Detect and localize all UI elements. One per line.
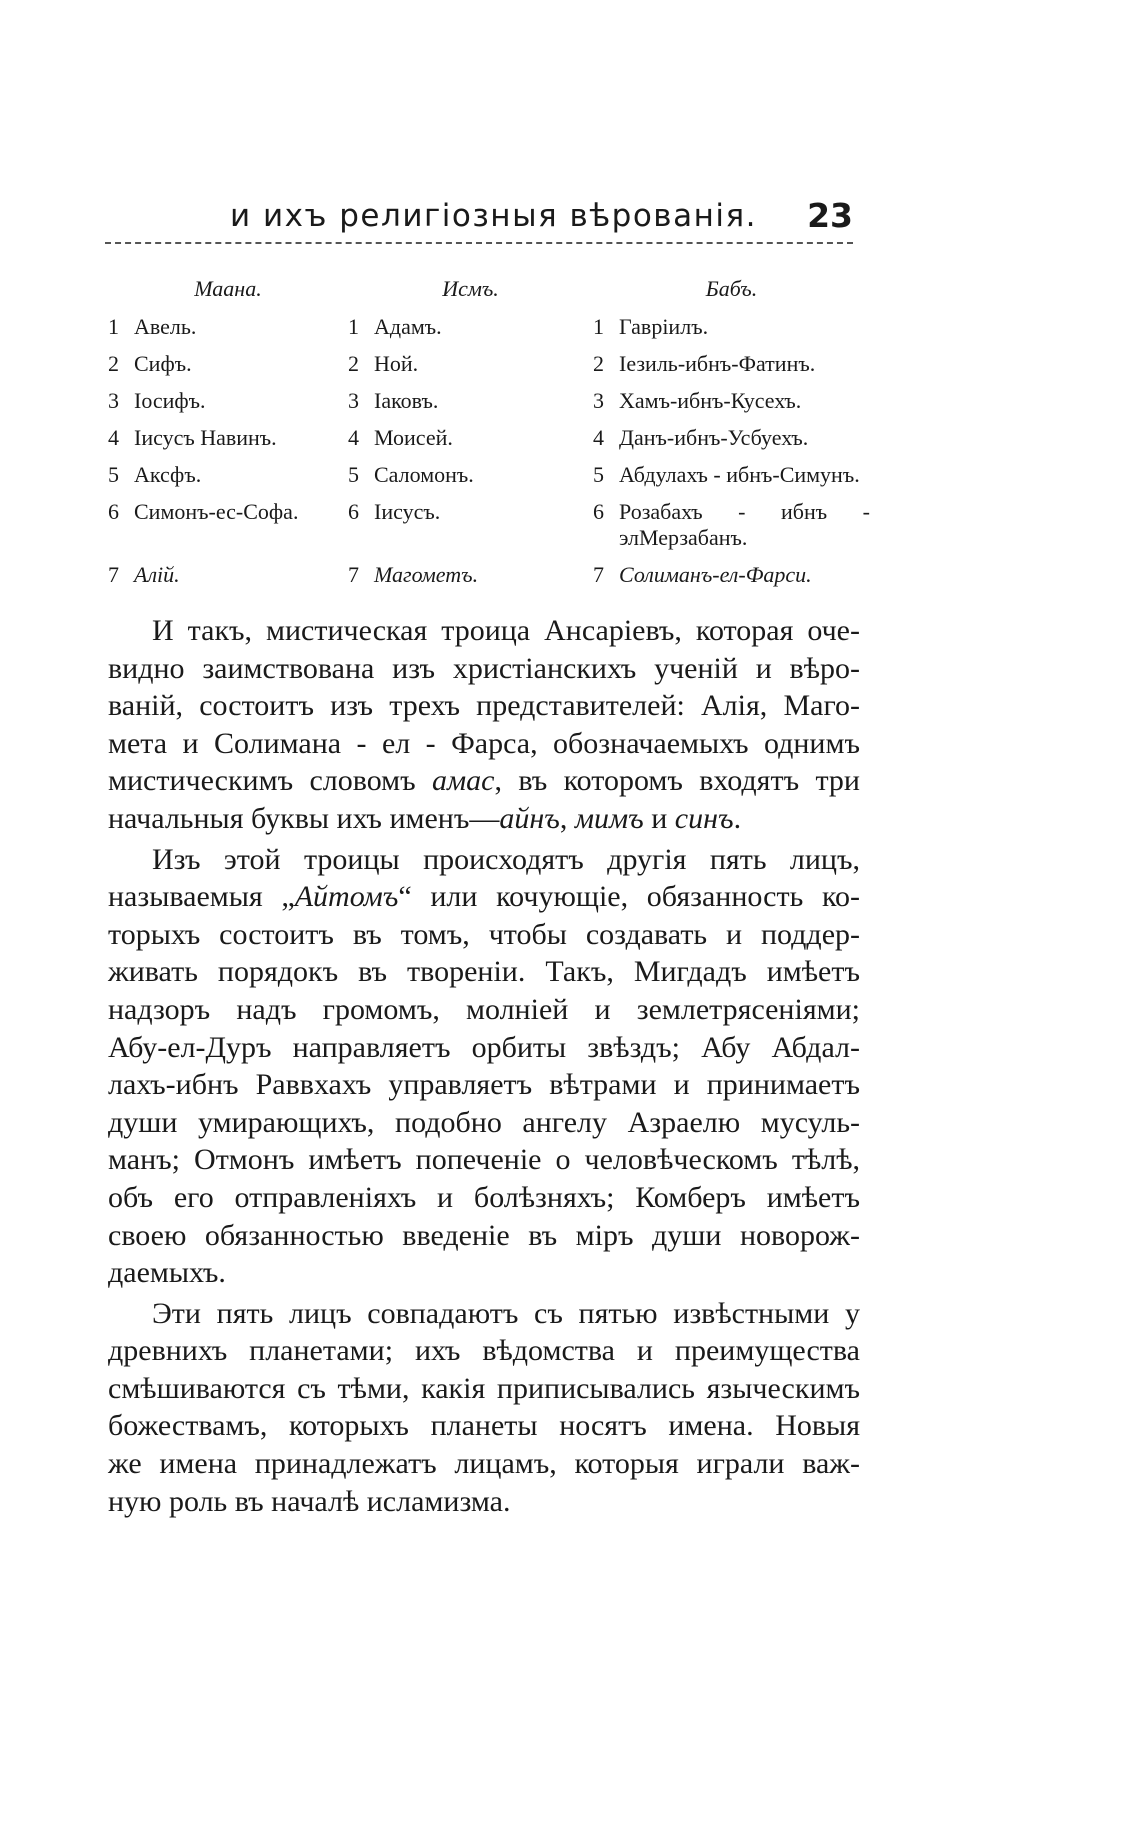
body-text (108, 612, 860, 1520)
text-line: надзоръ надъ громомъ, молніей и землетрясеніями; (108, 992, 860, 1026)
bab-name: Солиманъ-ел-Фарси. (619, 562, 812, 587)
text-line: Изъ этой троицы происходятъ другія пять лицъ, (152, 842, 860, 876)
maana-name: Авель. (134, 314, 197, 339)
text-line: мета и Солимана - ел - Фарса, обозначаемыхъ однимъ (108, 726, 860, 760)
row-number: 3 (108, 388, 119, 413)
table-row (108, 314, 870, 351)
table-header-row (108, 276, 870, 314)
text-line: даемыхъ. (108, 1256, 226, 1290)
maana-name: Іосифъ. (134, 388, 206, 413)
ism-name: Адамъ. (374, 314, 442, 339)
text-line: своею обязанностью введеніе въ міръ души новорож- (108, 1218, 860, 1252)
running-title: и ихъ религіозныя вѣрованія. (230, 198, 757, 234)
text-line: живать порядокъ въ твореніи. Такъ, Мигдадъ имѣетъ (108, 955, 860, 989)
row-number: 7 (593, 562, 604, 587)
row-number: 4 (348, 425, 359, 450)
text-line: мистическимъ словомъ амас, въ которомъ входятъ три (108, 764, 860, 798)
table-row (108, 462, 870, 499)
text-line: торыхъ состоитъ въ томъ, чтобы создавать и поддер- (108, 917, 860, 951)
text-line: же имена принадлежатъ лицамъ, которыя играли важ- (108, 1447, 860, 1481)
ism-name: Ной. (374, 351, 419, 376)
maana-name: Сифъ. (134, 351, 192, 376)
row-number: 1 (348, 314, 359, 339)
table-row (108, 562, 870, 599)
text-line: Эти пять лицъ совпадаютъ съ пятью извѣстными у (152, 1296, 860, 1330)
text-line: лахъ-ибнъ Раввхахъ управляетъ вѣтрами и принимаетъ (108, 1068, 860, 1102)
row-number: 2 (593, 351, 604, 376)
bab-name: Гавріилъ. (619, 314, 709, 339)
table-row (108, 351, 870, 388)
text-line: И такъ, мистическая троица Ансаріевъ, которая оче- (152, 614, 860, 647)
text-line: божествамъ, которыхъ планеты носятъ имена. Новыя (108, 1409, 860, 1443)
paragraph (108, 841, 860, 1292)
ism-name: Саломонъ. (374, 462, 474, 487)
row-number: 1 (593, 314, 604, 339)
row-number: 5 (348, 462, 359, 487)
paragraph (108, 1295, 860, 1521)
text-line: души умирающихъ, подобно ангелу Азраелю мусуль- (108, 1105, 860, 1139)
row-number: 6 (348, 499, 359, 524)
header-rule (105, 242, 853, 244)
paragraph (108, 612, 860, 838)
ism-name: Моисей. (374, 425, 453, 450)
table-row (108, 499, 870, 562)
row-number: 3 (348, 388, 359, 413)
bab-name: Абдулахъ - ибнъ-Симунъ. (619, 462, 860, 487)
row-number: 7 (108, 562, 119, 587)
bab-name: Хамъ-ибнъ-Кусехъ. (619, 388, 802, 413)
text-line: древнихъ планетами; ихъ вѣдомства и преимущества (108, 1334, 860, 1368)
maana-name: Алій. (134, 562, 180, 587)
text-line: ную роль въ началѣ исламизма. (108, 1484, 511, 1518)
row-number: 5 (108, 462, 119, 487)
ism-name: Іисусъ. (374, 499, 441, 524)
row-number: 1 (108, 314, 119, 339)
row-number: 5 (593, 462, 604, 487)
row-number: 4 (593, 425, 604, 450)
row-number: 2 (348, 351, 359, 376)
names-table (108, 276, 870, 599)
text-line: видно заимствована изъ христіанскихъ ученій и вѣро- (108, 651, 860, 685)
text-line: манъ; Отмонъ имѣетъ попеченіе о человѣческомъ тѣлѣ, (108, 1143, 860, 1177)
maana-name: Аксфъ. (134, 462, 202, 487)
running-head (105, 196, 853, 246)
column-header-ism: Исмъ. (442, 276, 499, 301)
row-number: 2 (108, 351, 119, 376)
row-number: 4 (108, 425, 119, 450)
text-line: объ его отправленіяхъ и болѣзняхъ; Комберъ имѣетъ (108, 1180, 860, 1214)
text-line: ваній, состоитъ изъ трехъ представителей: Алія, Маго- (108, 689, 860, 723)
bab-name: Іезиль-ибнъ-Фатинъ. (619, 351, 816, 376)
ism-name: Іаковъ. (374, 388, 439, 413)
column-header-bab: Бабъ. (705, 276, 758, 301)
bab-name: Данъ-ибнъ-Усбуехъ. (619, 425, 809, 450)
row-number: 6 (108, 499, 119, 524)
text-line: смѣшиваются съ тѣми, какія приписывались языческимъ (108, 1371, 860, 1405)
column-header-maana: Маана. (194, 276, 262, 301)
text-line: Абу-ел-Дуръ направляетъ орбиты звѣздъ; Абу Абдал- (108, 1030, 860, 1064)
page-number: 23 (807, 196, 853, 235)
ism-name: Магометъ. (374, 562, 479, 587)
maana-name: Симонъ-ес-Софа. (134, 499, 299, 524)
row-number: 6 (593, 499, 604, 524)
text-line: называемыя „Айтомъ“ или кочующіе, обязанность ко- (108, 880, 860, 914)
row-number: 3 (593, 388, 604, 413)
text-line: начальныя буквы ихъ именъ—айнъ, мимъ и синъ. (108, 801, 742, 835)
bab-name: Розабахъ - ибнъ - элМерзабанъ. (619, 499, 870, 550)
maana-name: Іисусъ Навинъ. (134, 425, 277, 450)
table-row (108, 425, 870, 462)
table-row (108, 388, 870, 425)
row-number: 7 (348, 562, 359, 587)
